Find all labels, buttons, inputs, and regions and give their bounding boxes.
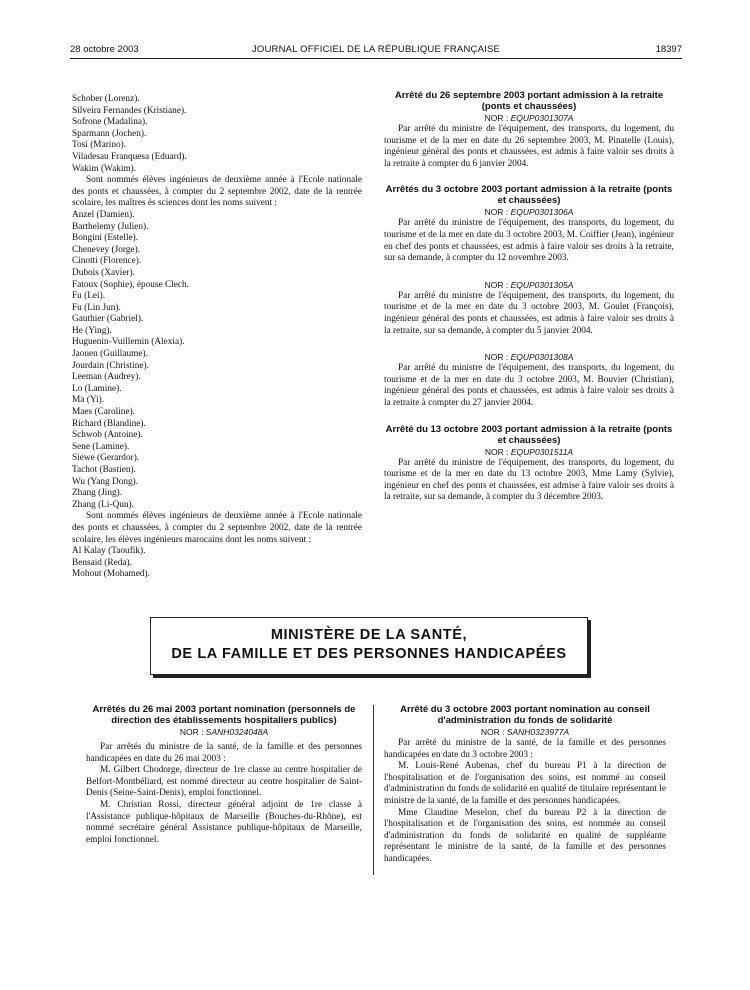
name-entry: Zhang (Li-Qun). xyxy=(72,499,134,510)
nor-code: EQUP0301511A xyxy=(510,446,574,457)
nor-code: EQUP0301307A xyxy=(510,113,574,123)
nor-reference: NOR : SANH0323977A xyxy=(480,727,570,737)
nor-reference: NOR : EQUP0301306A xyxy=(484,207,574,218)
name-entry: Sofrone (Madalina). xyxy=(72,117,148,128)
name-entry: Wakim (Wakim). xyxy=(72,163,137,174)
article-title: Arrêté du 26 septembre 2003 portant admission à la retraite (ponts et chaussées) xyxy=(394,90,664,112)
name-entry: Bensaid (Reda). xyxy=(72,557,132,568)
page-number: 18397 xyxy=(655,44,682,55)
nor-reference: NOR : EQUP0301305A xyxy=(484,279,574,290)
name-entry: Dubois (Xavier). xyxy=(72,267,135,278)
name-entry: Fu (Lei). xyxy=(72,291,106,302)
article-title: Arrêtés du 3 octobre 2003 portant admission à la retraite (ponts et chaussées) xyxy=(385,184,673,207)
name-entry: Maes (Caroline). xyxy=(72,407,135,418)
upper-left-column xyxy=(72,94,362,581)
article-text: Par arrêté du ministre de l'équipement, des transports, du logement, du tourisme et de la mer en date du 3 octobre 2003, M. Coiffier (Jean), ingénieur en chef des ponts et chaussées, est admis à faire valoir ses droits à la retraite, sur sa demande, à compter du 12 novembre 2003. xyxy=(384,218,674,264)
name-entry: Schwob (Antoine). xyxy=(72,430,143,441)
ministry-banner xyxy=(150,617,588,675)
name-entry: Mohout (Mohamed). xyxy=(72,569,150,580)
article-text: Par arrêté du ministre de l'équipement, des transports, du logement, du tourisme et de la mer en date du 13 octobre 2003, Mme Lamy (Sylvie), ingénieur en chef des ponts et chaussées, est admise à faire valoir ses droits à la retraite, sur sa demande, à compter du 3 décembre 2003. xyxy=(384,457,674,503)
name-entry: Ma (Yi). xyxy=(72,395,105,406)
article-title: Arrêté du 3 octobre 2003 portant nomination au conseil d'administration du fonds de solidarité xyxy=(400,704,650,726)
lower-left-column xyxy=(86,704,362,846)
article-title: Arrêté du 13 octobre 2003 portant admission à la retraite (ponts et chaussées) xyxy=(385,423,673,446)
name-entry: Jourdain (Christine). xyxy=(72,360,149,371)
name-entry: Al Kalay (Taoufik). xyxy=(72,546,146,557)
name-entry: Anzel (Damien). xyxy=(72,209,135,220)
article-text: M. Christian Rossi, directeur général adjoint de 1re classe à l'Assistance publique-hôpitaux de Marseille (Bouches-du-Rhône), est nommé secrétaire général Assistance publique-hôpitaux de Marseille, emploi fonctionnel. xyxy=(86,799,362,845)
article-text: M. Louis-René Aubenas, chef du bureau P1 à la direction de l'hospitalisation et de l'organisation des soins, est nommé au conseil d'administration du fonds de solidarité en qualité de titulaire représentant le ministre de la santé, de la famille et des personnes handicapées. xyxy=(384,761,666,806)
ministry-name-line-2: DE LA FAMILLE ET DES PERSONNES HANDICAPÉES xyxy=(171,646,567,662)
name-entry: Silveira Fernandes (Kristiane). xyxy=(72,105,187,116)
name-entry: Sparmann (Jochen). xyxy=(72,128,147,139)
ministry-name-line-1: MINISTÈRE DE LA SANTÉ, xyxy=(270,627,468,643)
name-entry: Barthelemy (Julien). xyxy=(72,221,149,232)
name-entry: Richard (Blandine). xyxy=(72,418,146,429)
name-entry: Siewe (Gerardor). xyxy=(72,453,140,464)
nor-code: SANH0324048A xyxy=(205,727,269,737)
names-list-b xyxy=(72,210,362,511)
nor-code: EQUP0301308A xyxy=(510,352,574,363)
column-divider xyxy=(373,705,374,875)
article-text: Par arrêté du ministre de l'équipement, des transports, du logement, du tourisme et de la mer en date du 3 octobre 2003, M. Bouvier (Christian), ingénieur général des ponts et chaussées, est admis à faire valoir ses droits à la retraite à compter du 27 janvier 2004. xyxy=(384,363,674,408)
nor-code: SANH0323977A xyxy=(506,727,570,737)
name-entry: Tachot (Bastien). xyxy=(72,465,136,475)
nor-code: EQUP0301306A xyxy=(510,207,574,218)
paragraph-nomination-1: Sont nommés élèves ingénieurs de deuxième année à l'Ecole nationale des ponts et chaussées, à compter du 2 septembre 2002, date de la rentrée scolaire, les maîtres ès sciences dont les noms suivent : xyxy=(72,175,362,209)
lower-right-column xyxy=(384,704,666,866)
name-entry: Huguenin-Vuillemin (Alexia). xyxy=(72,337,185,348)
name-entry: Viladesau Franquesa (Eduard). xyxy=(72,151,187,162)
article-text: Par arrêté du ministre de la santé, de la famille et des personnes handicapées en date du 3 octobre 2003 : xyxy=(384,738,666,760)
name-entry: Chenevey (Jorge). xyxy=(72,244,140,255)
names-list-a xyxy=(72,94,362,175)
article-text: M. Gilbert Chodorge, directeur de 1re classe au centre hospitalier de Belfort-Montbéliard, est nommé directeur au centre hospitalier de Saint-Denis (Seine-Saint-Denis), emploi fonctionnel. xyxy=(86,765,362,799)
name-entry: Zhang (Jing). xyxy=(72,488,123,499)
article-title: Arrêtés du 26 mai 2003 portant nomination (personnels de direction des établissements hospitaliers publics) xyxy=(92,704,356,726)
nor-reference: NOR : EQUP0301307A xyxy=(484,113,574,123)
nor-reference: NOR : SANH0324048A xyxy=(179,727,269,737)
nor-reference: NOR : EQUP0301511A xyxy=(484,446,574,457)
header-date: 28 octobre 2003 xyxy=(70,44,139,55)
name-entry: Cinotti (Florence). xyxy=(72,256,142,267)
name-entry: Lo (Lamine). xyxy=(72,383,122,394)
article-text: Mme Claudine Meselon, chef du bureau P2 à la direction de l'hospitalisation et de l'organisation des soins, est nommée au conseil d'administration du fonds de solidarité en qualité de suppléante représentant le ministre de la santé, de la famille et des personnes handicapées. xyxy=(384,807,666,864)
journal-title: JOURNAL OFFICIEL DE LA RÉPUBLIQUE FRANÇAISE xyxy=(251,44,501,55)
name-entry: Schober (Lorenz). xyxy=(72,94,140,104)
name-entry: Wu (Yang Dong). xyxy=(72,476,139,487)
article-text: Par arrêtés du ministre de la santé, de la famille et des personnes handicapées en date du 26 mai 2003 : xyxy=(86,742,362,764)
name-entry: Leeman (Audrey). xyxy=(72,372,141,383)
article-text: Par arrêté du ministre de l'équipement, des transports, du logement, du tourisme et de la mer en date du 26 septembre 2003, M. Pinatelle (Louis), ingénieur général des ponts et chaussées, est admis à faire valoir ses droits à la retraite à compter du 6 janvier 2004. xyxy=(384,124,674,169)
paragraph-nomination-2: Sont nommés élèves ingénieurs de deuxième année à l'Ecole nationale des ponts et chaussées, à compter du 2 septembre 2002, date de la rentrée scolaire, les élèves ingénieurs marocains dont les noms suivent : xyxy=(72,511,362,545)
name-entry: Tosi (Marino). xyxy=(72,140,127,151)
nor-reference: NOR : EQUP0301308A xyxy=(484,352,574,363)
name-entry: Gauthier (Gabriel). xyxy=(72,314,144,325)
article-text: Par arrêté du ministre de l'équipement, des transports, du logement, du tourisme et de la mer en date du 3 octobre 2003, M. Goulet (François), ingénieur général des ponts et chaussées, est admis à faire valoir ses droits à la retraite, sur sa demande, à compter du 5 janvier 2004. xyxy=(384,290,674,336)
name-entry: Jaouen (Guillaume). xyxy=(72,349,148,360)
name-entry: Sene (Lamine). xyxy=(72,441,130,452)
names-list-c xyxy=(72,546,362,581)
name-entry: Bongini (Estelle). xyxy=(72,233,139,244)
name-entry: He (Ying). xyxy=(72,325,112,336)
name-entry: Fu (Lin Jun). xyxy=(72,302,121,313)
name-entry: Fatoux (Sophie), épouse Clech. xyxy=(72,279,189,290)
nor-code: EQUP0301305A xyxy=(510,279,574,290)
page-header xyxy=(70,44,682,59)
upper-right-column xyxy=(384,90,674,504)
